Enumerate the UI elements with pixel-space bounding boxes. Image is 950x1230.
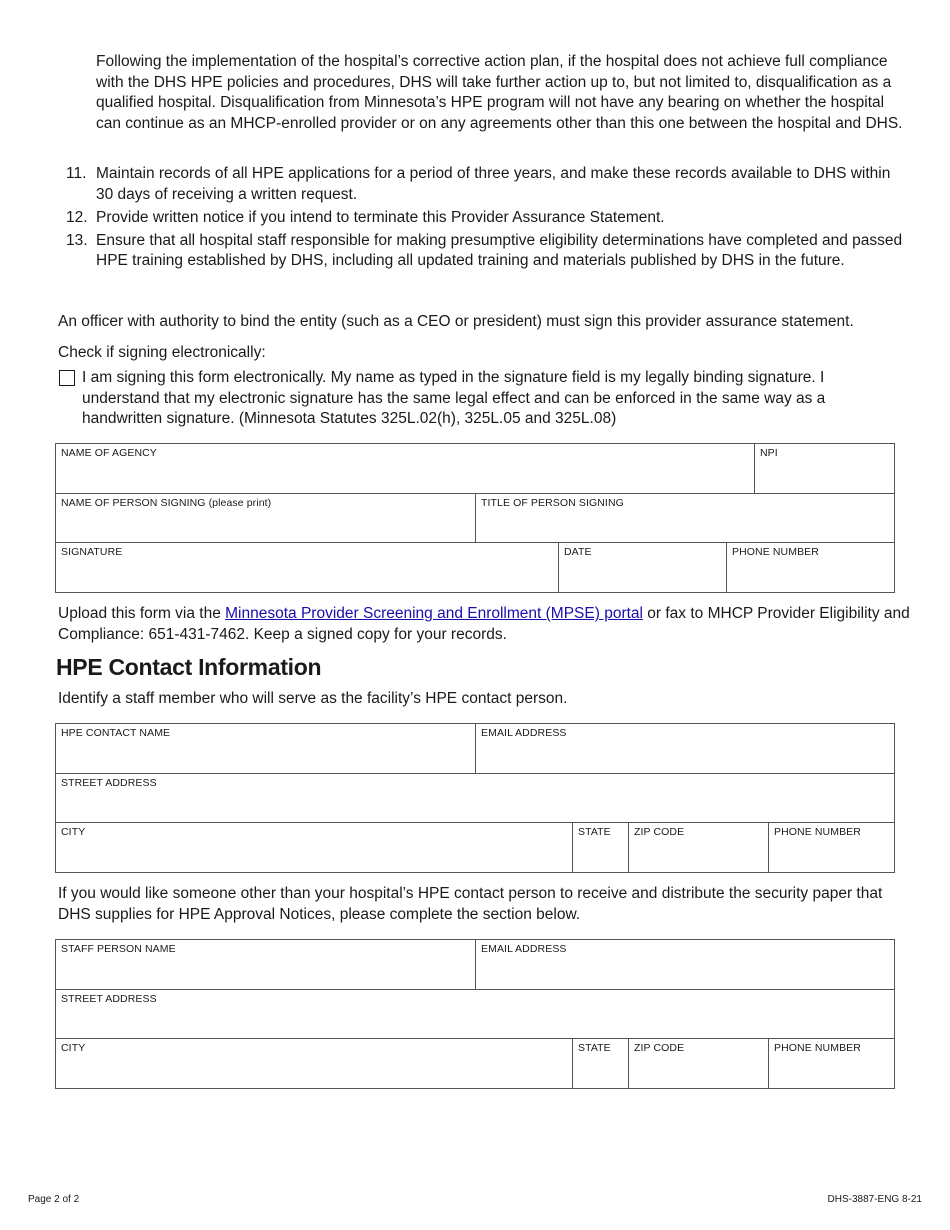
- field-label: NAME OF PERSON SIGNING (please print): [61, 496, 272, 509]
- field-label: PHONE NUMBER: [774, 826, 861, 838]
- field-label: NAME OF AGENCY: [61, 447, 157, 459]
- contact-state-cell: [573, 823, 629, 873]
- contact-street-cell: [56, 774, 895, 824]
- contact-street-input[interactable]: [61, 798, 889, 818]
- title-signing-input[interactable]: [481, 518, 889, 538]
- list-number: 11.: [66, 165, 87, 182]
- list-item: [66, 208, 906, 229]
- field-label: EMAIL ADDRESS: [481, 727, 567, 739]
- staff-street-input[interactable]: [61, 1014, 889, 1034]
- upload-instructions: [58, 604, 918, 645]
- person-signing-input[interactable]: [61, 518, 470, 538]
- staff-street-cell: [56, 990, 895, 1040]
- list-text: Provide written notice if you intend to terminate this Provider Assurance Statement.: [96, 208, 665, 226]
- list-text: Maintain records of all HPE applications for a period of three years, and make these records available to DHS within 30 days of receiving a written request.: [96, 165, 891, 203]
- upload-suffix: or fax to MHCP Provider Eligibility and Compliance: 651-431-7462. Keep a signed copy for your records.: [58, 605, 910, 643]
- field-label: STREET ADDRESS: [61, 776, 157, 789]
- upload-prefix: Upload this form via the: [58, 605, 226, 622]
- field-label: PHONE NUMBER: [732, 546, 819, 558]
- contact-phone-input[interactable]: [774, 848, 889, 868]
- contact-state-input[interactable]: [578, 848, 623, 868]
- page-number: Page 2 of 2: [28, 1194, 80, 1205]
- contact-zip-cell: [629, 823, 769, 873]
- field-label: ZIP CODE: [634, 1042, 685, 1054]
- field-label: STATE: [578, 1042, 611, 1054]
- staff-phone-input[interactable]: [774, 1064, 889, 1084]
- assurance-list: [66, 164, 906, 274]
- agency-name-input[interactable]: [61, 469, 749, 489]
- contact-zip-input[interactable]: [634, 848, 763, 868]
- list-item: [66, 164, 906, 205]
- identify-text: Identify a staff member who will serve as the facility’s HPE contact person.: [58, 690, 568, 707]
- list-item: [66, 231, 906, 272]
- contact-name-cell: [56, 724, 476, 774]
- form-id: DHS-3887-ENG 8-21: [827, 1194, 922, 1205]
- field-label: CITY: [61, 826, 86, 838]
- list-number: 12.: [66, 208, 88, 226]
- staff-email-input[interactable]: [481, 965, 889, 985]
- field-label: TITLE OF PERSON SIGNING: [481, 496, 624, 509]
- staff-email-cell: [476, 940, 895, 990]
- staff-phone-cell: [769, 1039, 895, 1089]
- contact-form: [55, 723, 895, 873]
- date-cell: [559, 543, 727, 593]
- field-label: CITY: [61, 1042, 86, 1054]
- contact-email-input[interactable]: [481, 749, 889, 769]
- field-label: EMAIL ADDRESS: [481, 943, 567, 955]
- officer-statement: An officer with authority to bind the entity (such as a CEO or president) must sign this provider assurance statement.: [58, 313, 854, 330]
- staff-state-cell: [573, 1039, 629, 1089]
- contact-email-cell: [476, 724, 895, 774]
- field-label: DATE: [564, 546, 592, 558]
- date-input[interactable]: [564, 568, 721, 588]
- check-heading: Check if signing electronically:: [58, 344, 266, 361]
- field-label: SIGNATURE: [61, 546, 123, 558]
- title-signing-cell: [476, 494, 895, 544]
- field-label: STREET ADDRESS: [61, 992, 157, 1005]
- checkbox-label: I am signing this form electronically. My name as typed in the signature field is my legally binding signature. I understand that my electronic signature has the same legal effect and can be enforced in the same way as a handwritten signature. (Minnesota Statutes 325L.02(h), 325L.05 and 325L.08): [82, 369, 826, 427]
- list-text: Ensure that all hospital staff responsible for making presumptive eligibility determinations have completed and passed HPE training established by DHS, including all updated training and materials published by DHS in the future.: [96, 231, 903, 269]
- list-number: 13.: [66, 231, 88, 249]
- staff-state-input[interactable]: [578, 1064, 623, 1084]
- electronic-signature-checkbox[interactable]: [59, 370, 75, 386]
- intro-paragraph: Following the implementation of the hospital’s corrective action plan, if the hospital does not achieve full compliance with the DHS HPE policies and procedures, DHS will take further action up to, but not limited to, disqualification as a qualified hospital. Disqualification from Minnesota’s HPE program will not have any bearing on whether the hospital can continue as an MHCP-enrolled provider or on any agreements other than this one between the hospital and DHS.: [96, 53, 903, 132]
- other-person-text: If you would like someone other than your hospital’s HPE contact person to receive and distribute the security paper that DHS supplies for HPE Approval Notices, please complete the section below.: [58, 885, 883, 923]
- field-label: STAFF PERSON NAME: [61, 943, 176, 955]
- mpse-portal-link[interactable]: Minnesota Provider Screening and Enrollment (MPSE) portal: [225, 605, 643, 622]
- field-label: ZIP CODE: [634, 826, 685, 838]
- field-label: HPE CONTACT NAME: [61, 727, 171, 739]
- phone-input[interactable]: [732, 568, 889, 588]
- contact-phone-cell: [769, 823, 895, 873]
- field-label: PHONE NUMBER: [774, 1042, 861, 1054]
- staff-city-input[interactable]: [61, 1064, 567, 1084]
- phone-cell: [727, 543, 895, 593]
- staff-name-input[interactable]: [61, 965, 470, 985]
- staff-form: [55, 939, 895, 1089]
- staff-city-cell: [56, 1039, 573, 1089]
- contact-name-input[interactable]: [61, 749, 470, 769]
- npi-input[interactable]: [760, 469, 889, 489]
- field-label: STATE: [578, 826, 611, 838]
- staff-name-cell: [56, 940, 476, 990]
- contact-city-input[interactable]: [61, 848, 567, 868]
- npi-cell: [755, 444, 895, 494]
- signature-input[interactable]: [61, 568, 553, 588]
- staff-zip-input[interactable]: [634, 1064, 763, 1084]
- staff-zip-cell: [629, 1039, 769, 1089]
- field-label: NPI: [760, 447, 778, 459]
- contact-city-cell: [56, 823, 573, 873]
- person-signing-cell: [56, 494, 476, 544]
- signature-cell: [56, 543, 559, 593]
- signature-form: [55, 443, 895, 593]
- section-title: HPE Contact Information: [56, 654, 322, 680]
- agency-name-cell: [56, 444, 755, 494]
